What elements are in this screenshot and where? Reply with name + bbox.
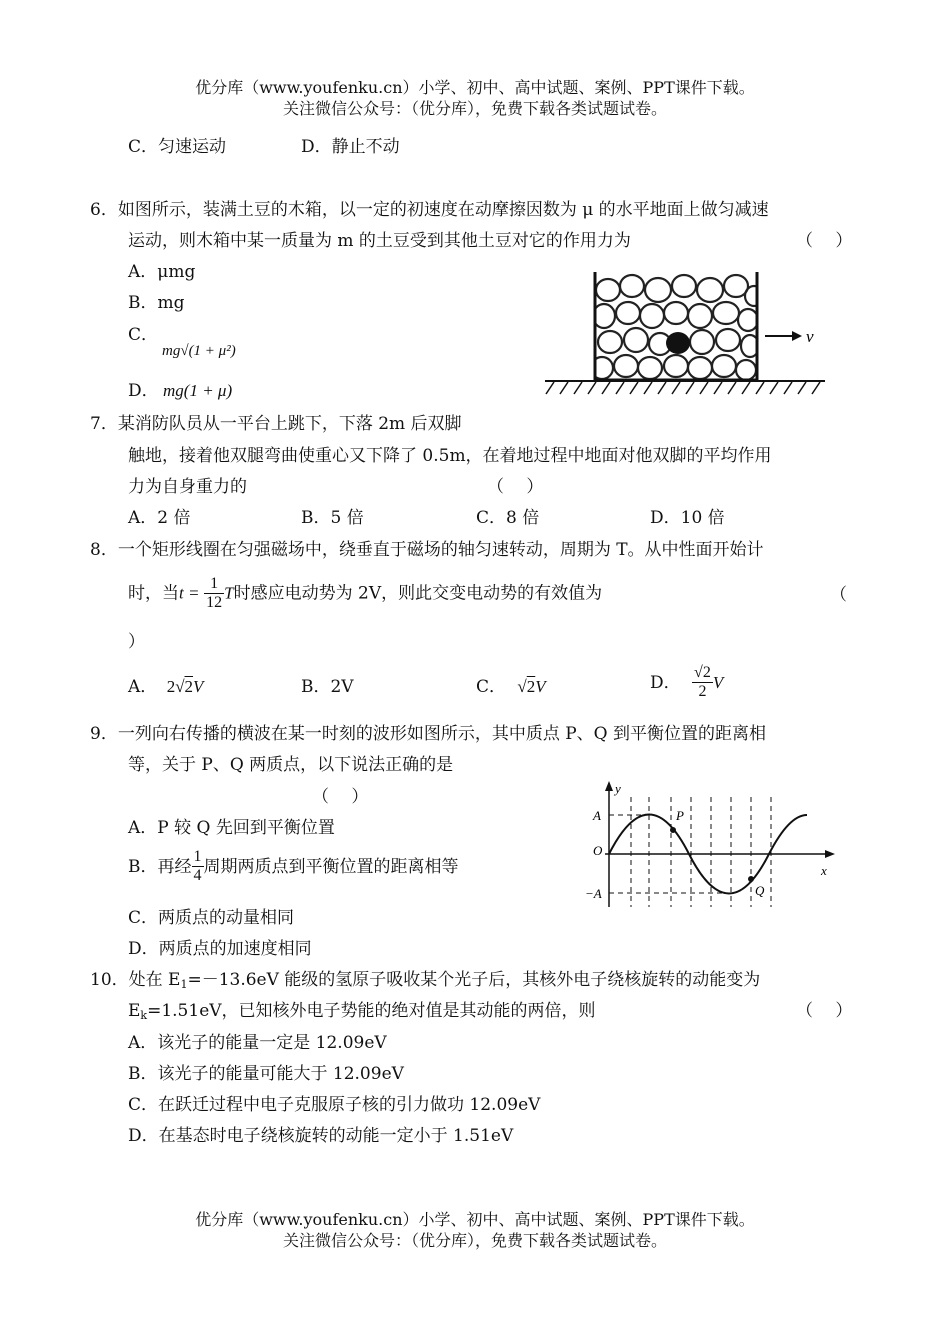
q10-option-a: A．该光子的能量一定是 12.09eV bbox=[128, 1033, 387, 1053]
sqrt-icon: √ bbox=[517, 677, 527, 696]
ground-hatching bbox=[546, 382, 820, 394]
q8-c-unit: V bbox=[535, 677, 546, 696]
q7-option-b: B．5 倍 bbox=[301, 508, 364, 528]
header-line-2: 关注微信公众号：（优分库），免费下载各类试题试卷。 bbox=[282, 99, 667, 118]
sqrt-icon: √ bbox=[175, 677, 185, 696]
q7-option-d: D．10 倍 bbox=[650, 508, 725, 528]
q8-d-den: 2 bbox=[698, 683, 707, 701]
point-p bbox=[670, 827, 676, 833]
q8-c-radicand: 2 bbox=[526, 677, 536, 696]
q9-b-num: 1 bbox=[192, 848, 204, 867]
q9-option-b-pre: B．再经 bbox=[128, 856, 192, 877]
q10-answer-paren: （ ） bbox=[796, 1001, 853, 1021]
q8-option-a bbox=[128, 677, 203, 697]
q8-t-var: t bbox=[179, 583, 184, 603]
q10-l1-b: =－13.6eV 能级的氢原子吸收某个光子后，其核外电子绕核旋转的动能变为 bbox=[187, 970, 761, 990]
amplitude-label: A bbox=[593, 808, 601, 823]
q7-stem-line-2: 触地，接着他双腿弯曲使重心又下降了 0.5m，在着地过程中地面对他双脚的平均作用 bbox=[128, 446, 772, 466]
q9-b-den: 4 bbox=[193, 867, 202, 885]
footer-line-1: 优分库（www.youfenku.cn）小学、初中、高中试题、案例、PPT课件下载。 bbox=[195, 1210, 755, 1229]
q6-option-b: B．mg bbox=[128, 293, 185, 313]
q9-answer-paren: （ ） bbox=[312, 787, 369, 807]
q8-frac-num: 1 bbox=[204, 575, 224, 594]
q8-a-unit: V bbox=[193, 677, 204, 696]
q8-option-d bbox=[650, 664, 723, 702]
q8-a-coef: 2 bbox=[166, 677, 176, 696]
prev-option-d: D．静止不动 bbox=[301, 137, 400, 157]
q8-option-b: B．2V bbox=[301, 677, 354, 697]
p-label: P bbox=[676, 808, 684, 823]
q10-option-d: D．在基态时电子绕核旋转的动能一定小于 1.51eV bbox=[128, 1126, 514, 1146]
x-axis-label: x bbox=[821, 863, 827, 878]
q8-d-unit: V bbox=[712, 672, 724, 692]
q8-a-radicand: 2 bbox=[184, 677, 194, 696]
q7-stem-line-3: 力为自身重力的 bbox=[128, 477, 247, 497]
q10-l1-sub: 1 bbox=[180, 978, 188, 991]
potato-box-figure bbox=[540, 268, 830, 400]
q10-l1-a: 10．处在 E bbox=[90, 970, 181, 990]
velocity-label: v bbox=[806, 327, 814, 346]
q6-stem-line-1: 6．如图所示，装满土豆的木箱，以一定的初速度在动摩擦因数为 μ 的水平地面上做匀减速 bbox=[90, 200, 769, 220]
q6-answer-paren: （ ） bbox=[796, 231, 853, 251]
q9-option-a: A．P 较 Q 先回到平衡位置 bbox=[128, 818, 335, 838]
q9-stem-line-1: 9．一列向右传播的横波在某一时刻的波形如图所示，其中质点 P、Q 到平衡位置的距离相 bbox=[90, 724, 766, 744]
q8-stem-line-1: 8．一个矩形线圈在匀强磁场中，绕垂直于磁场的轴匀速转动，周期为 T。从中性面开始计 bbox=[90, 540, 764, 560]
q8-frac-den: 12 bbox=[206, 594, 223, 612]
origin-label: O bbox=[593, 843, 603, 858]
q8-paren-open: （ bbox=[830, 585, 847, 605]
q7-option-c: C．8 倍 bbox=[476, 508, 540, 528]
y-axis-arrow-icon bbox=[605, 781, 613, 791]
q8-d-num: √2 bbox=[692, 664, 713, 683]
q8-option-c-label: C． bbox=[476, 677, 507, 697]
q8-T-var: T bbox=[224, 583, 234, 603]
q8-option-d-label: D． bbox=[650, 672, 681, 693]
q8-paren-close: ） bbox=[128, 632, 145, 652]
x-axis-arrow-icon bbox=[825, 850, 835, 858]
q9-option-c: C．两质点的动量相同 bbox=[128, 908, 295, 928]
prev-option-c: C．匀速运动 bbox=[128, 137, 227, 157]
q7-answer-paren: （ ） bbox=[487, 477, 544, 497]
q10-option-b: B．该光子的能量可能大于 12.09eV bbox=[128, 1064, 404, 1084]
q8-time-pre: 时，当 bbox=[128, 583, 179, 604]
q8-stem-line-2 bbox=[128, 575, 602, 613]
q8-option-c bbox=[476, 677, 546, 697]
q6-option-c-math: mg√(1 + μ²) bbox=[162, 343, 236, 359]
neg-amplitude-label: −A bbox=[585, 886, 602, 901]
q9-option-d: D．两质点的加速度相同 bbox=[128, 939, 312, 959]
q7-stem-line-1: 7．某消防队员从一平台上跳下，下落 2m 后双脚 bbox=[90, 414, 462, 434]
q6-option-a: A．μmg bbox=[128, 262, 196, 282]
highlighted-potato bbox=[666, 332, 690, 354]
grid-lines bbox=[609, 797, 771, 907]
point-q bbox=[748, 876, 754, 882]
wave-figure bbox=[585, 775, 845, 915]
q9-option-b-fraction bbox=[192, 848, 204, 886]
q7-option-a: A．2 倍 bbox=[128, 508, 191, 528]
header-line-1: 优分库（www.youfenku.cn）小学、初中、高中试题、案例、PPT课件下载。 bbox=[195, 78, 755, 97]
q8-option-c-math bbox=[517, 677, 545, 696]
q6-option-c-label: C． bbox=[128, 325, 159, 345]
q8-option-d-fraction bbox=[692, 664, 713, 702]
potatoes bbox=[591, 275, 763, 380]
q10-stem-line-1 bbox=[90, 970, 760, 991]
q9-option-b-post: 周期两质点到平衡位置的距离相等 bbox=[203, 856, 459, 877]
q10-stem-line-2 bbox=[128, 1001, 596, 1022]
footer-line-2: 关注微信公众号：（优分库），免费下载各类试题试卷。 bbox=[282, 1231, 667, 1250]
q9-stem-line-2: 等，关于 P、Q 两质点，以下说法正确的是 bbox=[128, 755, 454, 775]
q10-l2-sub: k bbox=[140, 1009, 148, 1022]
arrow-head-icon bbox=[792, 331, 802, 341]
q8-fraction bbox=[204, 575, 224, 613]
q-label: Q bbox=[755, 883, 765, 898]
q8-option-a-label: A． bbox=[128, 677, 158, 697]
q6-stem-line-2: 运动，则木箱中某一质量为 m 的土豆受到其他土豆对它的作用力为 bbox=[128, 231, 631, 251]
q10-l2-a: E bbox=[128, 1001, 141, 1021]
q9-option-b bbox=[128, 848, 459, 886]
q6-option-d-label: D． bbox=[128, 381, 159, 401]
q10-option-c: C．在跃迁过程中电子克服原子核的引力做功 12.09eV bbox=[128, 1095, 541, 1115]
y-axis-label: y bbox=[615, 781, 621, 796]
q6-option-d-math: mg(1 + μ) bbox=[163, 381, 233, 400]
q8-option-a-math bbox=[167, 677, 204, 696]
q10-l2-b: =1.51eV，已知核外电子势能的绝对值是其动能的两倍，则 bbox=[147, 1001, 596, 1021]
q8-time-post: 时感应电动势为 2V，则此交变电动势的有效值为 bbox=[233, 583, 603, 604]
q8-equals: = bbox=[189, 583, 199, 603]
